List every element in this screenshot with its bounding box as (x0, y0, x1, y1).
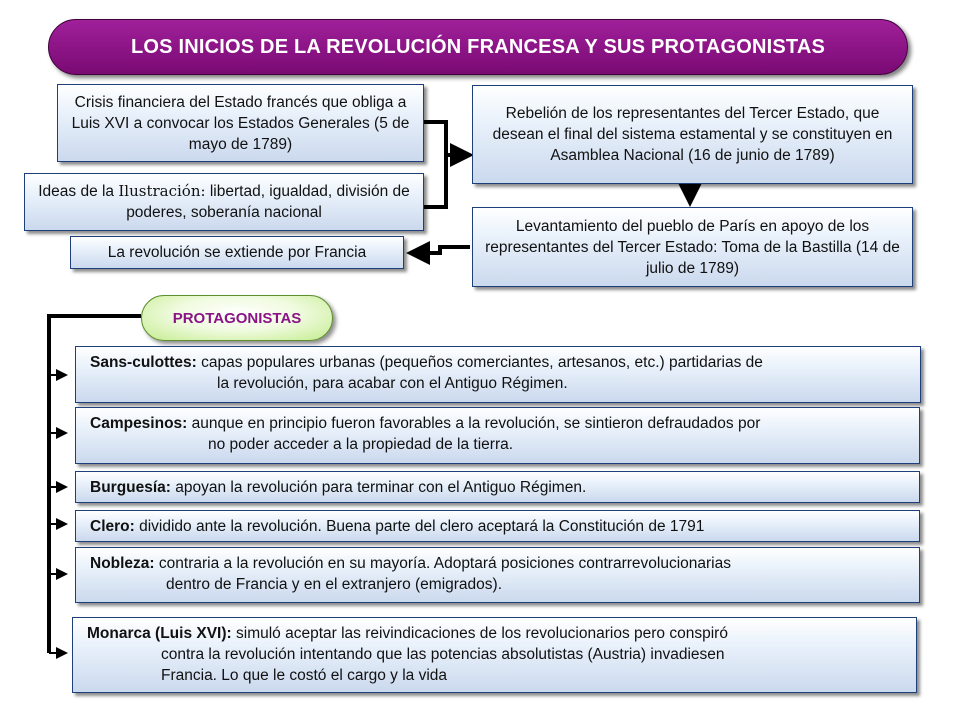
protagonista-label: Clero: (90, 518, 135, 535)
protagonista-sans-culottes (75, 346, 921, 403)
protagonista-label: Nobleza: (90, 555, 155, 572)
protagonista-line2: dentro de Francia y en el extranjero (emigrados). (166, 576, 502, 593)
ideas-prefix: Ideas de la (38, 183, 119, 200)
protagonista-line2: la revolución, para acabar con el Antiguo Régimen. (217, 375, 568, 392)
arrow-ideas-to-rebelion (424, 155, 446, 207)
arrow-levantamiento-to-extiende (410, 247, 470, 253)
page-title (48, 19, 908, 75)
ideas-rest: libertad, igualdad, división de poderes, soberanía nacional (126, 183, 410, 221)
arrow-crisis-to-rebelion (424, 122, 470, 155)
protagonista-label: Burguesía: (90, 479, 171, 496)
protagonista-line1: apoyan la revolución para terminar con el Antiguo Régimen. (170, 479, 587, 496)
protagonista-campesinos (75, 407, 920, 464)
protagonista-label: Sans-culottes: (90, 354, 197, 371)
protagonista-clero (75, 510, 920, 542)
protagonista-line1: simuló aceptar las reivindicaciones de los revolucionarios pero conspiró (231, 625, 728, 642)
protagonista-line1: aunque en principio fueron favorables a la revolución, se sintieron defraudados por (187, 415, 761, 432)
ideas-text (33, 181, 415, 223)
page-title-text: LOS INICIOS DE LA REVOLUCIÓN FRANCESA Y SUS PROTAGONISTAS (130, 35, 826, 58)
protagonista-burguesia (75, 471, 920, 503)
levantamiento-text: Levantamiento del pueblo de París en apoyo de los representantes del Tercer Estado: Toma de la Bastilla (14 de julio de 1789) (485, 217, 900, 277)
protagonista-label: Monarca (Luis XVI): (87, 625, 232, 642)
crisis-box (57, 84, 424, 162)
extiende-box (70, 236, 404, 269)
protagonista-line1: capas populares urbanas (pequeños comerciantes, artesanos, etc.) partidarias de (196, 354, 763, 371)
protagonista-line1: dividido ante la revolución. Buena parte del clero aceptará la Constitución de 1791 (134, 518, 705, 535)
extiende-text: La revolución se extiende por Francia (107, 244, 367, 261)
protagonista-monarca (72, 617, 917, 693)
rebelion-text: Rebelión de los representantes del Tercer Estado, que desean el final del sistema estamental y se constituyen en Asamblea Nacional (16 de junio de 1789) (492, 105, 893, 164)
protagonista-line2: contra la revolución intentando que las potencias absolutistas (Austria) invadiesen (161, 646, 725, 663)
protagonista-nobleza (75, 547, 920, 603)
ideas-ilustracion: Ilustración: (118, 182, 206, 200)
rebelion-box (472, 85, 913, 184)
protagonistas-label: PROTAGONISTAS (172, 309, 302, 327)
ideas-box (24, 173, 424, 231)
protagonista-line2: no poder acceder a la propiedad de la tierra. (208, 436, 514, 453)
protagonistas-header (141, 295, 333, 341)
crisis-text: Crisis financiera del Estado francés que obliga a Luis XVI a convocar los Estados Generales (5 de mayo de 1789) (71, 93, 410, 153)
protagonista-line3: Francia. Lo que le costó el cargo y la vida (161, 667, 448, 684)
protagonista-label: Campesinos: (90, 415, 188, 432)
levantamiento-box (472, 207, 913, 287)
protagonista-line1: contraria a la revolución en su mayoría. Adoptará posiciones contrarrevolucionarias (154, 555, 731, 572)
